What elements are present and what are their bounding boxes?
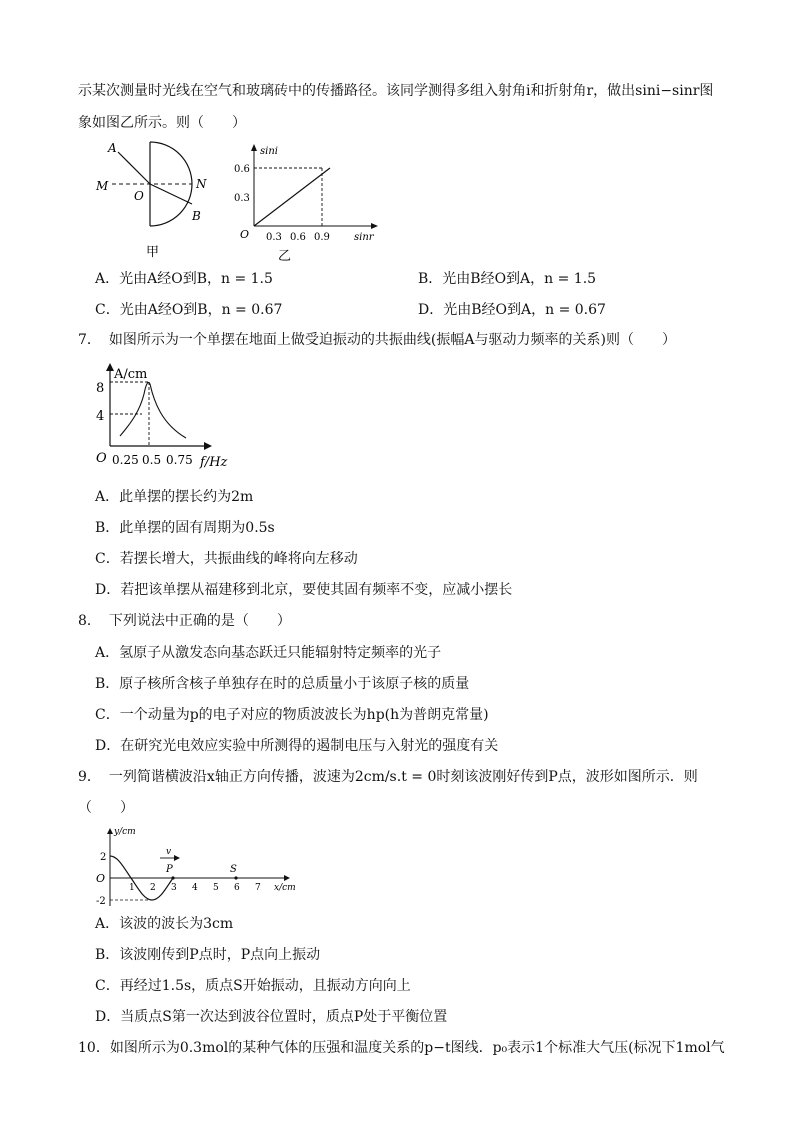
caption-yi: 乙	[278, 249, 292, 264]
q9-stem	[78, 767, 698, 787]
q8-stem	[78, 611, 291, 631]
q8-option-a[interactable]: A．氢原子从激发态向基态跃迁只能辐射特定频率的光子	[95, 645, 442, 661]
ylabel-sini: sini	[260, 146, 278, 157]
q7-option-b[interactable]: B．此单摆的固有周期为0.5s	[95, 520, 275, 536]
q10-number: 10．	[78, 1040, 110, 1056]
xtick-6: 6	[234, 883, 240, 893]
q7-option-a[interactable]: A．此单摆的摆长约为2m	[95, 489, 254, 505]
ylabel-a: A/cm	[114, 367, 148, 382]
label-a: A	[108, 141, 117, 155]
xtick-5: 5	[213, 883, 219, 893]
label-o: O	[134, 189, 144, 203]
q6-option-a[interactable]: A．光由A经O到B，n = 1.5	[95, 271, 273, 287]
q8-stem-text: 下列说法中正确的是（ ）	[108, 613, 291, 629]
xtick-025: 0.25	[112, 453, 139, 467]
q7-stem-text: 如图所示为一个单摆在地面上做受迫振动的共振曲线(振幅A与驱动力频率的关系)则（ ）	[108, 332, 676, 348]
q7-option-c[interactable]: C．若摆长增大，共振曲线的峰将向左移动	[95, 551, 358, 567]
xtick-2: 2	[150, 883, 156, 893]
q6-figure-jia	[88, 136, 218, 266]
label-b: B	[192, 209, 201, 223]
label-s: S	[230, 864, 237, 875]
q6-intro-line2: 象如图乙所示。则（ ）	[78, 115, 246, 131]
q8-number: 8．	[78, 613, 101, 629]
xlabel-f: f/Hz	[200, 455, 228, 470]
q6-option-b[interactable]: B．光由B经O到A，n = 1.5	[418, 271, 597, 287]
q9-option-d[interactable]: D．当质点S第一次达到波谷位置时，质点P处于平衡位置	[95, 1009, 448, 1025]
ytick-8: 8	[96, 381, 105, 396]
xtick-03: 0.3	[266, 232, 282, 243]
q10-stem-text: 如图所示为0.3mol的某种气体的压强和温度关系的p−t图线．p₀表示1个标准大气压(标况下1mol气	[109, 1040, 725, 1056]
q9-figure-wave	[90, 822, 310, 912]
q7-number: 7．	[78, 332, 101, 348]
label-p: P	[166, 864, 173, 875]
q9-option-c[interactable]: C．再经过1.5s，质点S开始振动，且振动方向向上	[95, 978, 411, 994]
q8-option-b[interactable]: B．原子核所含核子单独存在时的总质量小于该原子核的质量	[95, 676, 470, 692]
q8-option-c[interactable]: C．一个动量为p的电子对应的物质波波长为hp(h为普朗克常量)	[95, 707, 489, 723]
q6-figure-yi	[228, 140, 388, 265]
label-n: N	[196, 177, 207, 191]
ytick-4: 4	[96, 409, 105, 424]
xtick-05: 0.5	[142, 453, 162, 467]
label-m: M	[96, 179, 109, 193]
q6-option-c[interactable]: C．光由A经O到B，n = 0.67	[95, 302, 283, 318]
ylabel-y: y/cm	[114, 827, 136, 837]
ytick-03: 0.3	[234, 193, 250, 204]
q10-stem	[78, 1038, 725, 1058]
xlabel-x: x/cm	[274, 883, 296, 893]
origin: O	[96, 872, 106, 885]
q7-figure-resonance	[88, 358, 238, 473]
q6-option-d[interactable]: D．光由B经O到A，n = 0.67	[418, 302, 606, 318]
q9-number: 9．	[78, 769, 101, 785]
ytick-2: 2	[100, 852, 107, 863]
q9-stem-text: 一列简谐横波沿x轴正方向传播，波速为2cm/s.t = 0时刻该波刚好传到P点，波形如图所示．则	[108, 769, 698, 785]
xtick-06: 0.6	[290, 232, 306, 243]
q7-option-d[interactable]: D．若把该单摆从福建移到北京，要使其固有频率不变，应减小摆长	[95, 582, 513, 598]
q7-stem	[78, 330, 676, 350]
label-v: v	[166, 847, 172, 857]
xtick-4: 4	[192, 883, 198, 893]
origin: O	[240, 228, 250, 241]
xlabel-sinr: sinr	[354, 232, 374, 243]
origin: O	[96, 451, 107, 466]
xtick-075: 0.75	[166, 453, 193, 467]
q8-option-d[interactable]: D．在研究光电效应实验中所测得的遏制电压与入射光的强度有关	[95, 738, 499, 754]
xtick-09: 0.9	[314, 232, 330, 243]
xtick-1: 1	[129, 883, 135, 893]
q9-option-a[interactable]: A．该波的波长为3cm	[95, 916, 234, 932]
caption-jia: 甲	[146, 245, 160, 260]
ytick-06: 0.6	[234, 164, 250, 175]
ytick-neg2: -2	[96, 896, 106, 907]
q9-stem-cont: （ ）	[78, 800, 134, 816]
xtick-7: 7	[255, 883, 261, 893]
xtick-3: 3	[171, 883, 177, 893]
q9-option-b[interactable]: B．该波刚传到P点时，P点向上振动	[95, 947, 321, 963]
q6-intro-line1: 示某次测量时光线在空气和玻璃砖中的传播路径。该同学测得多组入射角i和折射角r，做出sini−sinr图	[78, 83, 714, 99]
